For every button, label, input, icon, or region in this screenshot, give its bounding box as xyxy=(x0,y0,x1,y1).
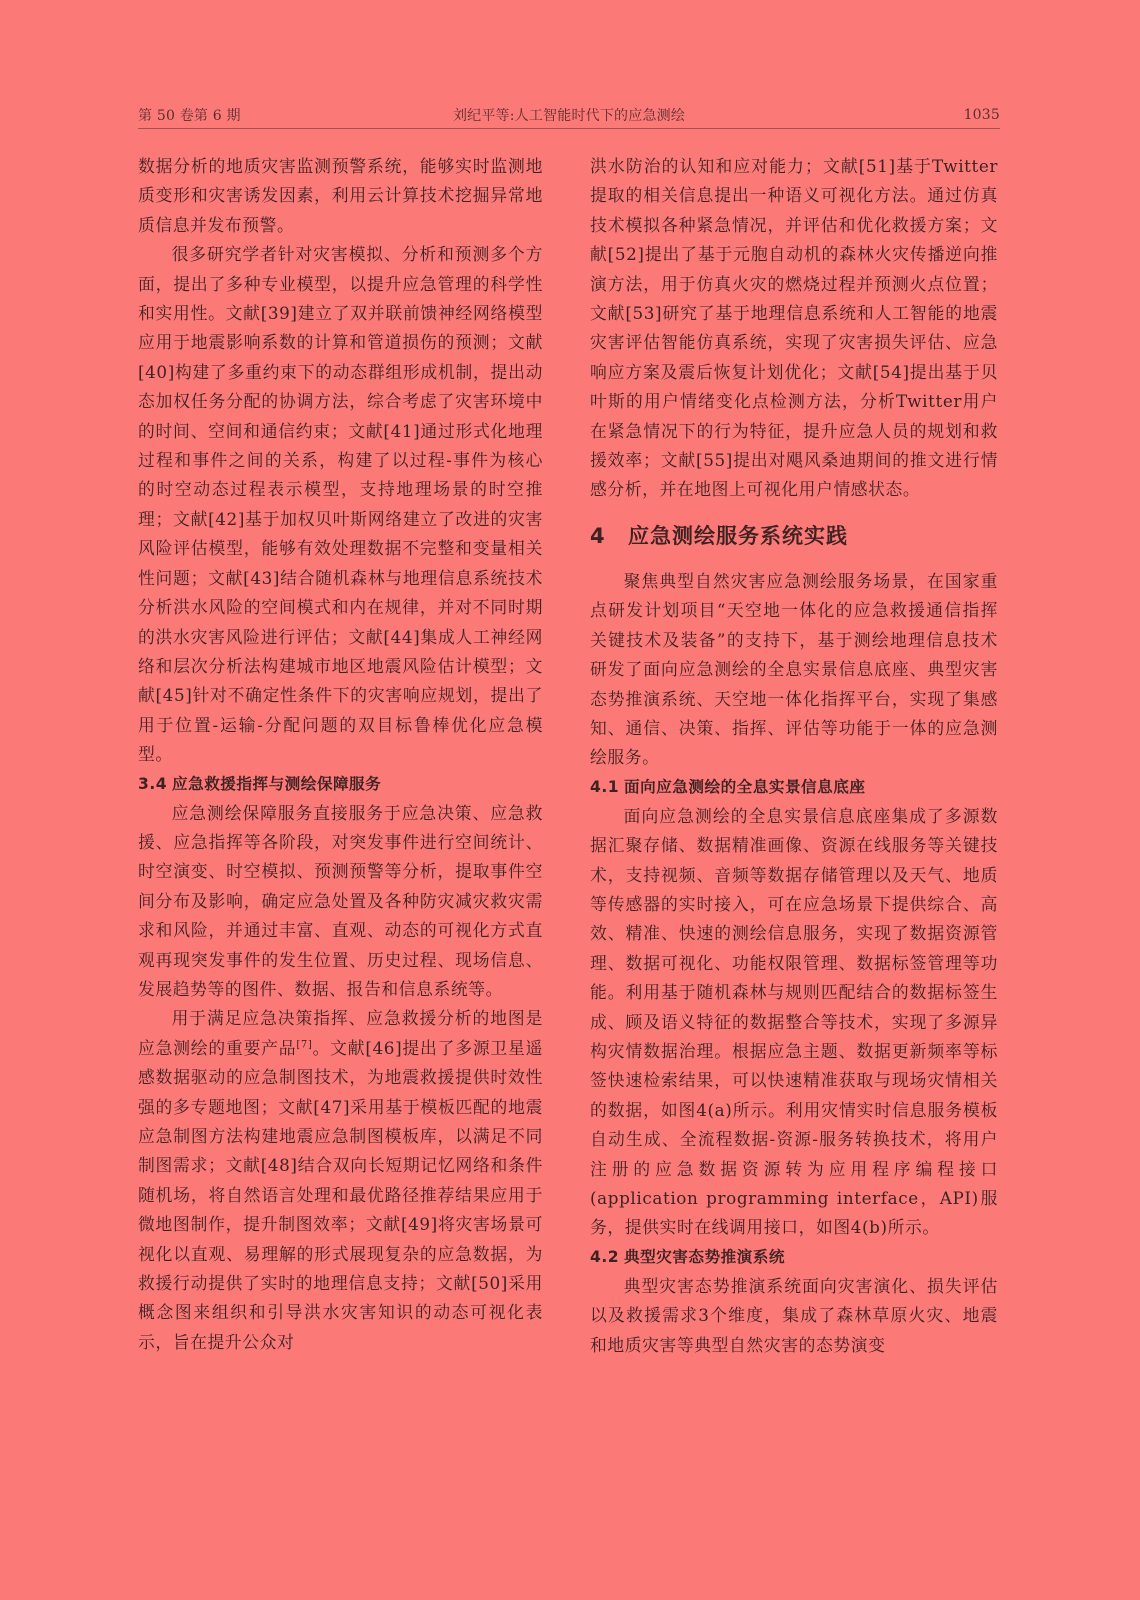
paragraph: 应急测绘保障服务直接服务于应急决策、应急救援、应急指挥等各阶段，对突发事件进行空间统计、时空演变、时空模拟、预测预警等分析，提取事件空间分布及影响，确定应急处置及各种防灾减灾救灾需求和风险，并通过丰富、直观、动态的可视化方式直观再现突发事件的发生位置、历史过程、现场信息、发展趋势等的图件、数据、报告和信息系统等。 xyxy=(138,802,543,999)
left-column xyxy=(138,152,543,1487)
paragraph: 面向应急测绘的全息实景信息底座集成了多源数据汇聚存储、数据精准画像、资源在线服务等关键技术，支持视频、音频等数据存储管理以及天气、地质等传感器的实时接入，可在应急场景下提供综合、高效、精准、快速的测绘信息服务，实现了数据资源管理、数据可视化、功能权限管理、数据标签管理等功能。利用基于随机森林与规则匹配结合的数据标签生成、顾及语义特征的数据整合等技术，实现了多源异构灾情数据治理。根据应急主题、数据更新频率等标签快速检索结果，可以快速精准获取与现场灾情相关的数据，如图4(a)所示。利用灾情实时信息服务模板自动生成、全流程数据-资源-服务转换技术，将用户注册的应急数据资源转为应用程序编程接口(application programming interface，API)服务，提供实时在线调用接口，如图4(b)所示。 xyxy=(590,805,998,1238)
paragraph xyxy=(138,1004,543,1357)
citation-superscript: [7] xyxy=(296,1039,313,1051)
subsection-heading-4-2 xyxy=(590,1243,998,1272)
paragraph: 很多研究学者针对灾害模拟、分析和预测多个方面，提出了多种专业模型，以提升应急管理的科学性和实用性。文献[39]建立了双并联前馈神经网络模型应用于地震影响系数的计算和管道损伤的预测；文献[40]构建了多重约束下的动态群组形成机制，提出动态加权任务分配的协调方法，综合考虑了灾害环境中的时间、空间和通信约束；文献[41]通过形式化地理过程和事件之间的关系，构建了以过程-事件为核心的时空动态过程表示模型，支持地理场景的时空推理；文献[42]基于加权贝叶斯网络建立了改进的灾害风险评估模型，能够有效处理数据不完整和变量相关性问题；文献[43]结合随机森林与地理信息系统技术分析洪水风险的空间模式和内在规律，并对不同时期的洪水灾害风险进行评估；文献[44]集成人工神经网络和层次分析法构建城市地区地震风险估计模型；文献[45]针对不确定性条件下的灾害响应规划，提出了用于位置-运输-分配问题的双目标鲁棒优化应急模型。 xyxy=(138,244,543,765)
header-article-title: 刘纪平等:人工智能时代下的应急测绘 xyxy=(452,108,686,124)
paragraph: 典型灾害态势推演系统面向灾害演化、损失评估以及救援需求3个维度，集成了森林草原火灾、地震和地质灾害等典型自然灾害的态势演变 xyxy=(590,1275,998,1355)
subsection-title: 面向应急测绘的全息实景信息底座 xyxy=(624,777,866,796)
section-number: 4 xyxy=(590,523,606,548)
paragraph: 洪水防治的认知和应对能力；文献[51]基于Twitter提取的相关信息提出一种语义可视化方法。通过仿真技术模拟各种紧急情况，并评估和优化救援方案；文献[52]提出了基于元胞自动机的森林火灾传播逆向推演方法，用于仿真火灾的燃烧过程并预测火点位置；文献[53]研究了基于地理信息系统和人工智能的地震灾害评估智能仿真系统，实现了灾害损失评估、应急响应方案及震后恢复计划优化；文献[54]提出基于贝叶斯的用户情绪变化点检测方法，分析Twitter用户在紧急情况下的行为特征，提升应急人员的规划和救援效率；文献[55]提出对飓风桑迪期间的推文进行情感分析，并在地图上可视化用户情感状态。 xyxy=(590,156,998,500)
section-title: 应急测绘服务系统实践 xyxy=(628,523,848,548)
header-page-number: 1035 xyxy=(963,107,1000,123)
subsection-title: 应急救援指挥与测绘保障服务 xyxy=(172,774,382,793)
right-column xyxy=(590,152,998,1487)
section-heading-4 xyxy=(590,521,998,551)
subsection-number: 3.4 xyxy=(138,774,168,793)
subsection-number: 4.2 xyxy=(590,1247,620,1266)
paragraph: 聚焦典型自然灾害应急测绘服务场景，在国家重点研发计划项目“天空地一体化的应急救援通信指挥关键技术及装备”的支持下，基于测绘地理信息技术研发了面向应急测绘的全息实景信息底座、典型灾害态势推演系统、天空地一体化指挥平台，实现了集感知、通信、决策、指挥、评估等功能于一体的应急测绘服务。 xyxy=(590,570,998,768)
running-header xyxy=(138,102,1000,129)
subsection-heading-4-1 xyxy=(590,773,998,802)
subsection-title: 典型灾害态势推演系统 xyxy=(624,1247,785,1266)
subsection-number: 4.1 xyxy=(590,777,620,796)
header-volume-issue: 第 50 卷第 6 期 xyxy=(138,108,241,124)
paragraph-text: 。文献[46]提出了多源卫星遥感数据驱动的应急制图技术，为地震救援提供时效性强的多专题地图；文献[47]采用基于模板匹配的地震应急制图方法构建地震应急制图模板库，以满足不同制图需求；文献[48]结合双向长短期记忆网络和条件随机场，将自然语言处理和最优路径推荐结果应用于微地图制作，提升制图效率；文献[49]将灾害场景可视化以直观、易理解的形式展现复杂的应急数据，为救援行动提供了实时的地理信息支持；文献[50]采用概念图来组织和引导洪水灾害知识的动态可视化表示，旨在提升公众对 xyxy=(138,1037,543,1352)
paragraph: 数据分析的地质灾害监测预警系统，能够实时监测地质变形和灾害诱发因素，利用云计算技术挖掘异常地质信息并发布预警。 xyxy=(138,156,543,235)
paragraph-text: 用于满足应急决策指挥、应急救援分析的地图是应急测绘的重要产品 xyxy=(138,1008,543,1058)
subsection-heading-3-4 xyxy=(138,770,543,799)
